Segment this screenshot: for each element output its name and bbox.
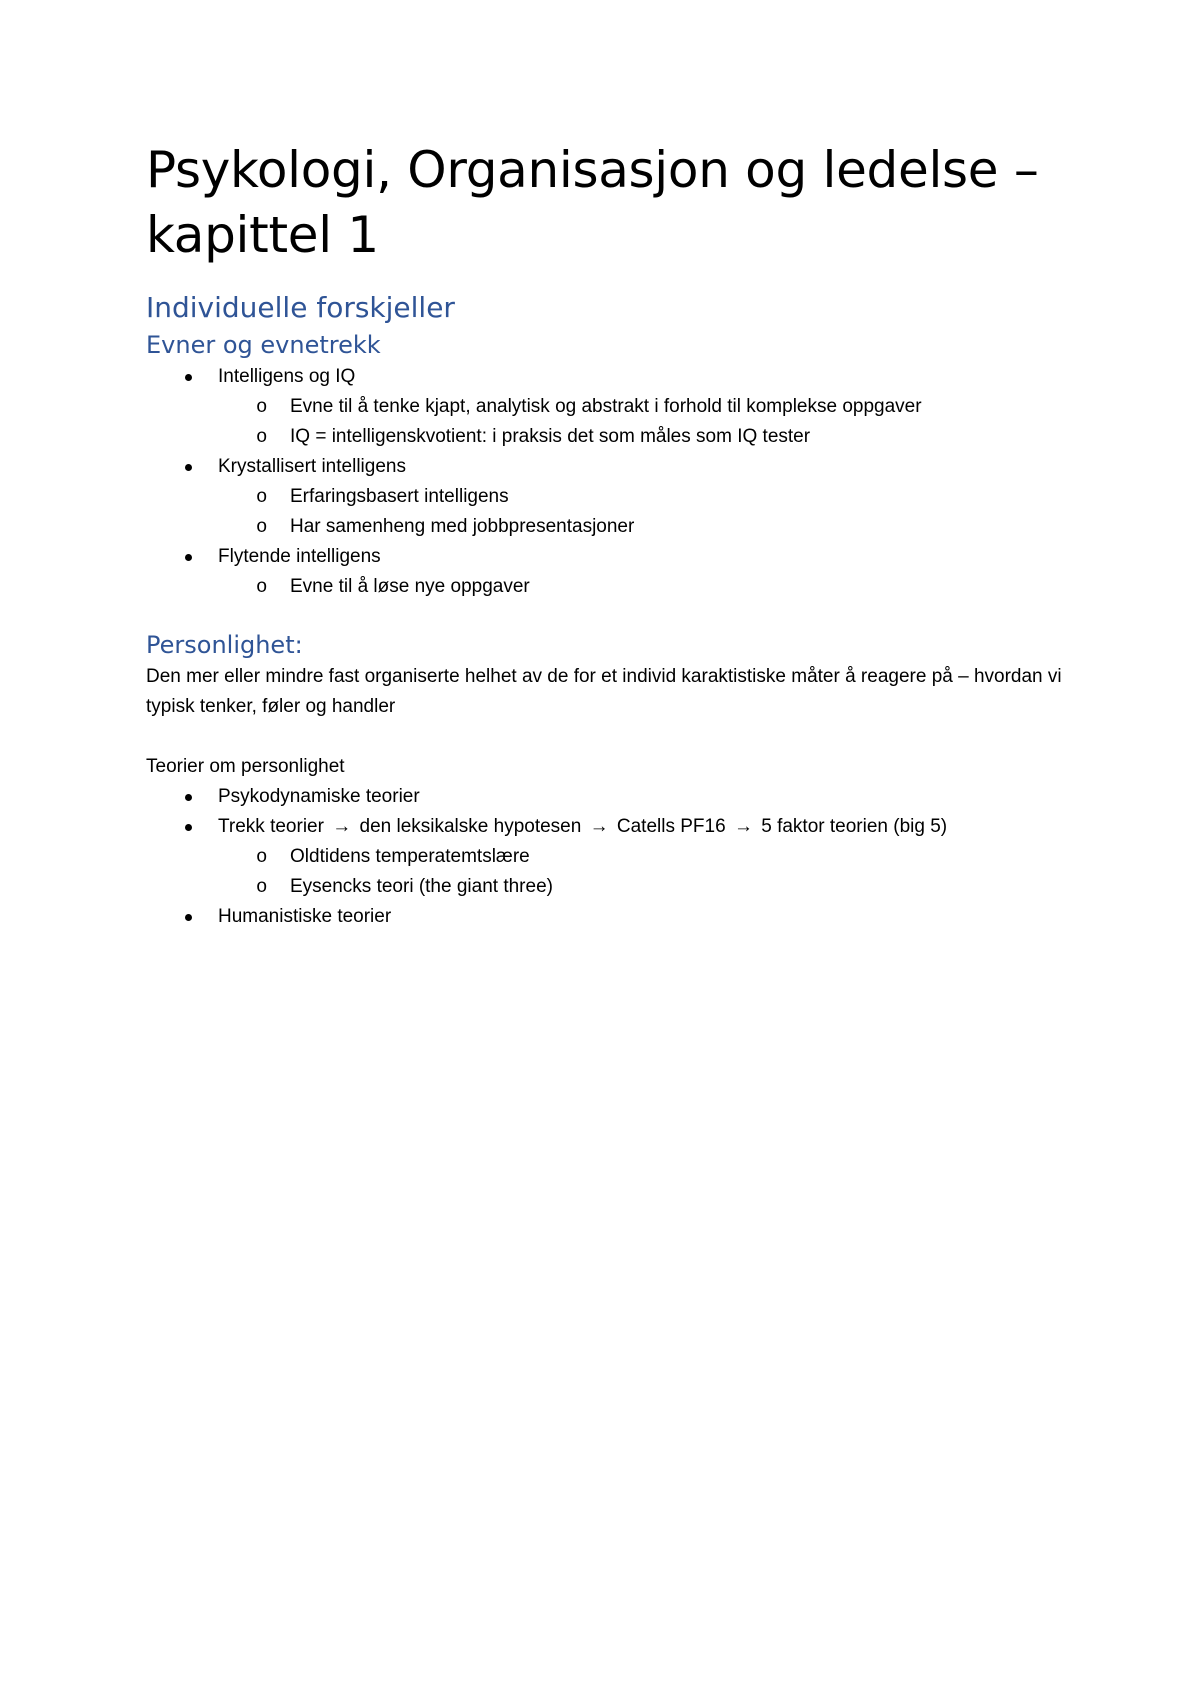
list-item-label: Humanistiske teorier	[218, 906, 392, 927]
abilities-list	[146, 362, 1086, 602]
sub-list-item-text: Eysencks teori (the giant three)	[290, 876, 553, 897]
trait-theories-label: Trekk teorier	[218, 816, 324, 837]
subsection-heading-abilities: Evner og evnetrekk	[146, 331, 381, 359]
circle-bullet-icon: o	[256, 396, 268, 418]
sub-list	[218, 572, 1086, 602]
theories-list	[146, 782, 1086, 932]
subsection-heading-personality: Personlighet:	[146, 631, 303, 659]
paragraph-spacer	[146, 722, 1086, 752]
list-item-label: Psykodynamiske teorier	[218, 786, 420, 807]
sub-list-item-text: Har samenheng med jobbpresentasjoner	[290, 516, 635, 537]
arrow-right-icon: →	[332, 816, 352, 837]
circle-bullet-icon: o	[256, 876, 268, 898]
sub-list-item	[146, 482, 1086, 512]
document-title: Psykologi, Organisasjon og ledelse – kapittel 1	[146, 141, 1039, 264]
arrow-right-icon: →	[589, 816, 609, 837]
sub-list-item-text: IQ = intelligenskvotient: i praksis det som måles som IQ tester	[290, 426, 811, 447]
list-item-label: Krystallisert intelligens	[218, 456, 406, 477]
sub-list-item	[146, 512, 1086, 542]
bullet-icon	[185, 794, 192, 801]
sub-list-item-text: Oldtidens temperatemtslære	[290, 846, 530, 867]
sub-list	[218, 842, 1086, 902]
big-five-label: 5 faktor teorien (big 5)	[761, 816, 948, 837]
circle-bullet-icon: o	[256, 846, 268, 868]
circle-bullet-icon: o	[256, 486, 268, 508]
list-item	[146, 902, 1086, 932]
list-item	[146, 452, 1086, 542]
sub-list-item-text: Evne til å tenke kjapt, analytisk og abstrakt i forhold til komplekse oppgaver	[290, 396, 922, 417]
sub-list	[218, 392, 1086, 452]
bullet-icon	[185, 554, 192, 561]
list-item	[146, 782, 1086, 812]
list-item-label: Intelligens og IQ	[218, 366, 356, 387]
circle-bullet-icon: o	[256, 516, 268, 538]
section-heading-individual-differences: Individuelle forskjeller	[146, 291, 455, 324]
bullet-icon	[185, 914, 192, 921]
personality-definition: Den mer eller mindre fast organiserte helhet av de for et individ karaktistiske måter å reagere på – hvordan vi typisk tenker, føler og handler	[146, 666, 1062, 717]
sub-list-item	[146, 872, 1086, 902]
catells-label: Catells PF16	[616, 816, 726, 837]
sub-list-item	[146, 422, 1086, 452]
lexical-hypothesis-label: den leksikalske hypotesen	[359, 816, 582, 837]
sub-list	[218, 482, 1086, 542]
bullet-icon	[185, 374, 192, 381]
bullet-icon	[185, 824, 192, 831]
list-item	[146, 812, 1086, 902]
bullet-icon	[185, 464, 192, 471]
sub-list-item	[146, 572, 1086, 602]
sub-list-item-text: Erfaringsbasert intelligens	[290, 486, 509, 507]
document-page	[146, 138, 1086, 932]
circle-bullet-icon: o	[256, 576, 268, 598]
sub-list-item-text: Evne til å løse nye oppgaver	[290, 576, 530, 597]
sub-list-item	[146, 842, 1086, 872]
arrow-right-icon: →	[733, 816, 753, 837]
list-item	[146, 542, 1086, 602]
list-item-label: Flytende intelligens	[218, 546, 381, 567]
theories-label: Teorier om personlighet	[146, 756, 345, 777]
list-item	[146, 362, 1086, 452]
circle-bullet-icon: o	[256, 426, 268, 448]
sub-list-item	[146, 392, 1086, 422]
